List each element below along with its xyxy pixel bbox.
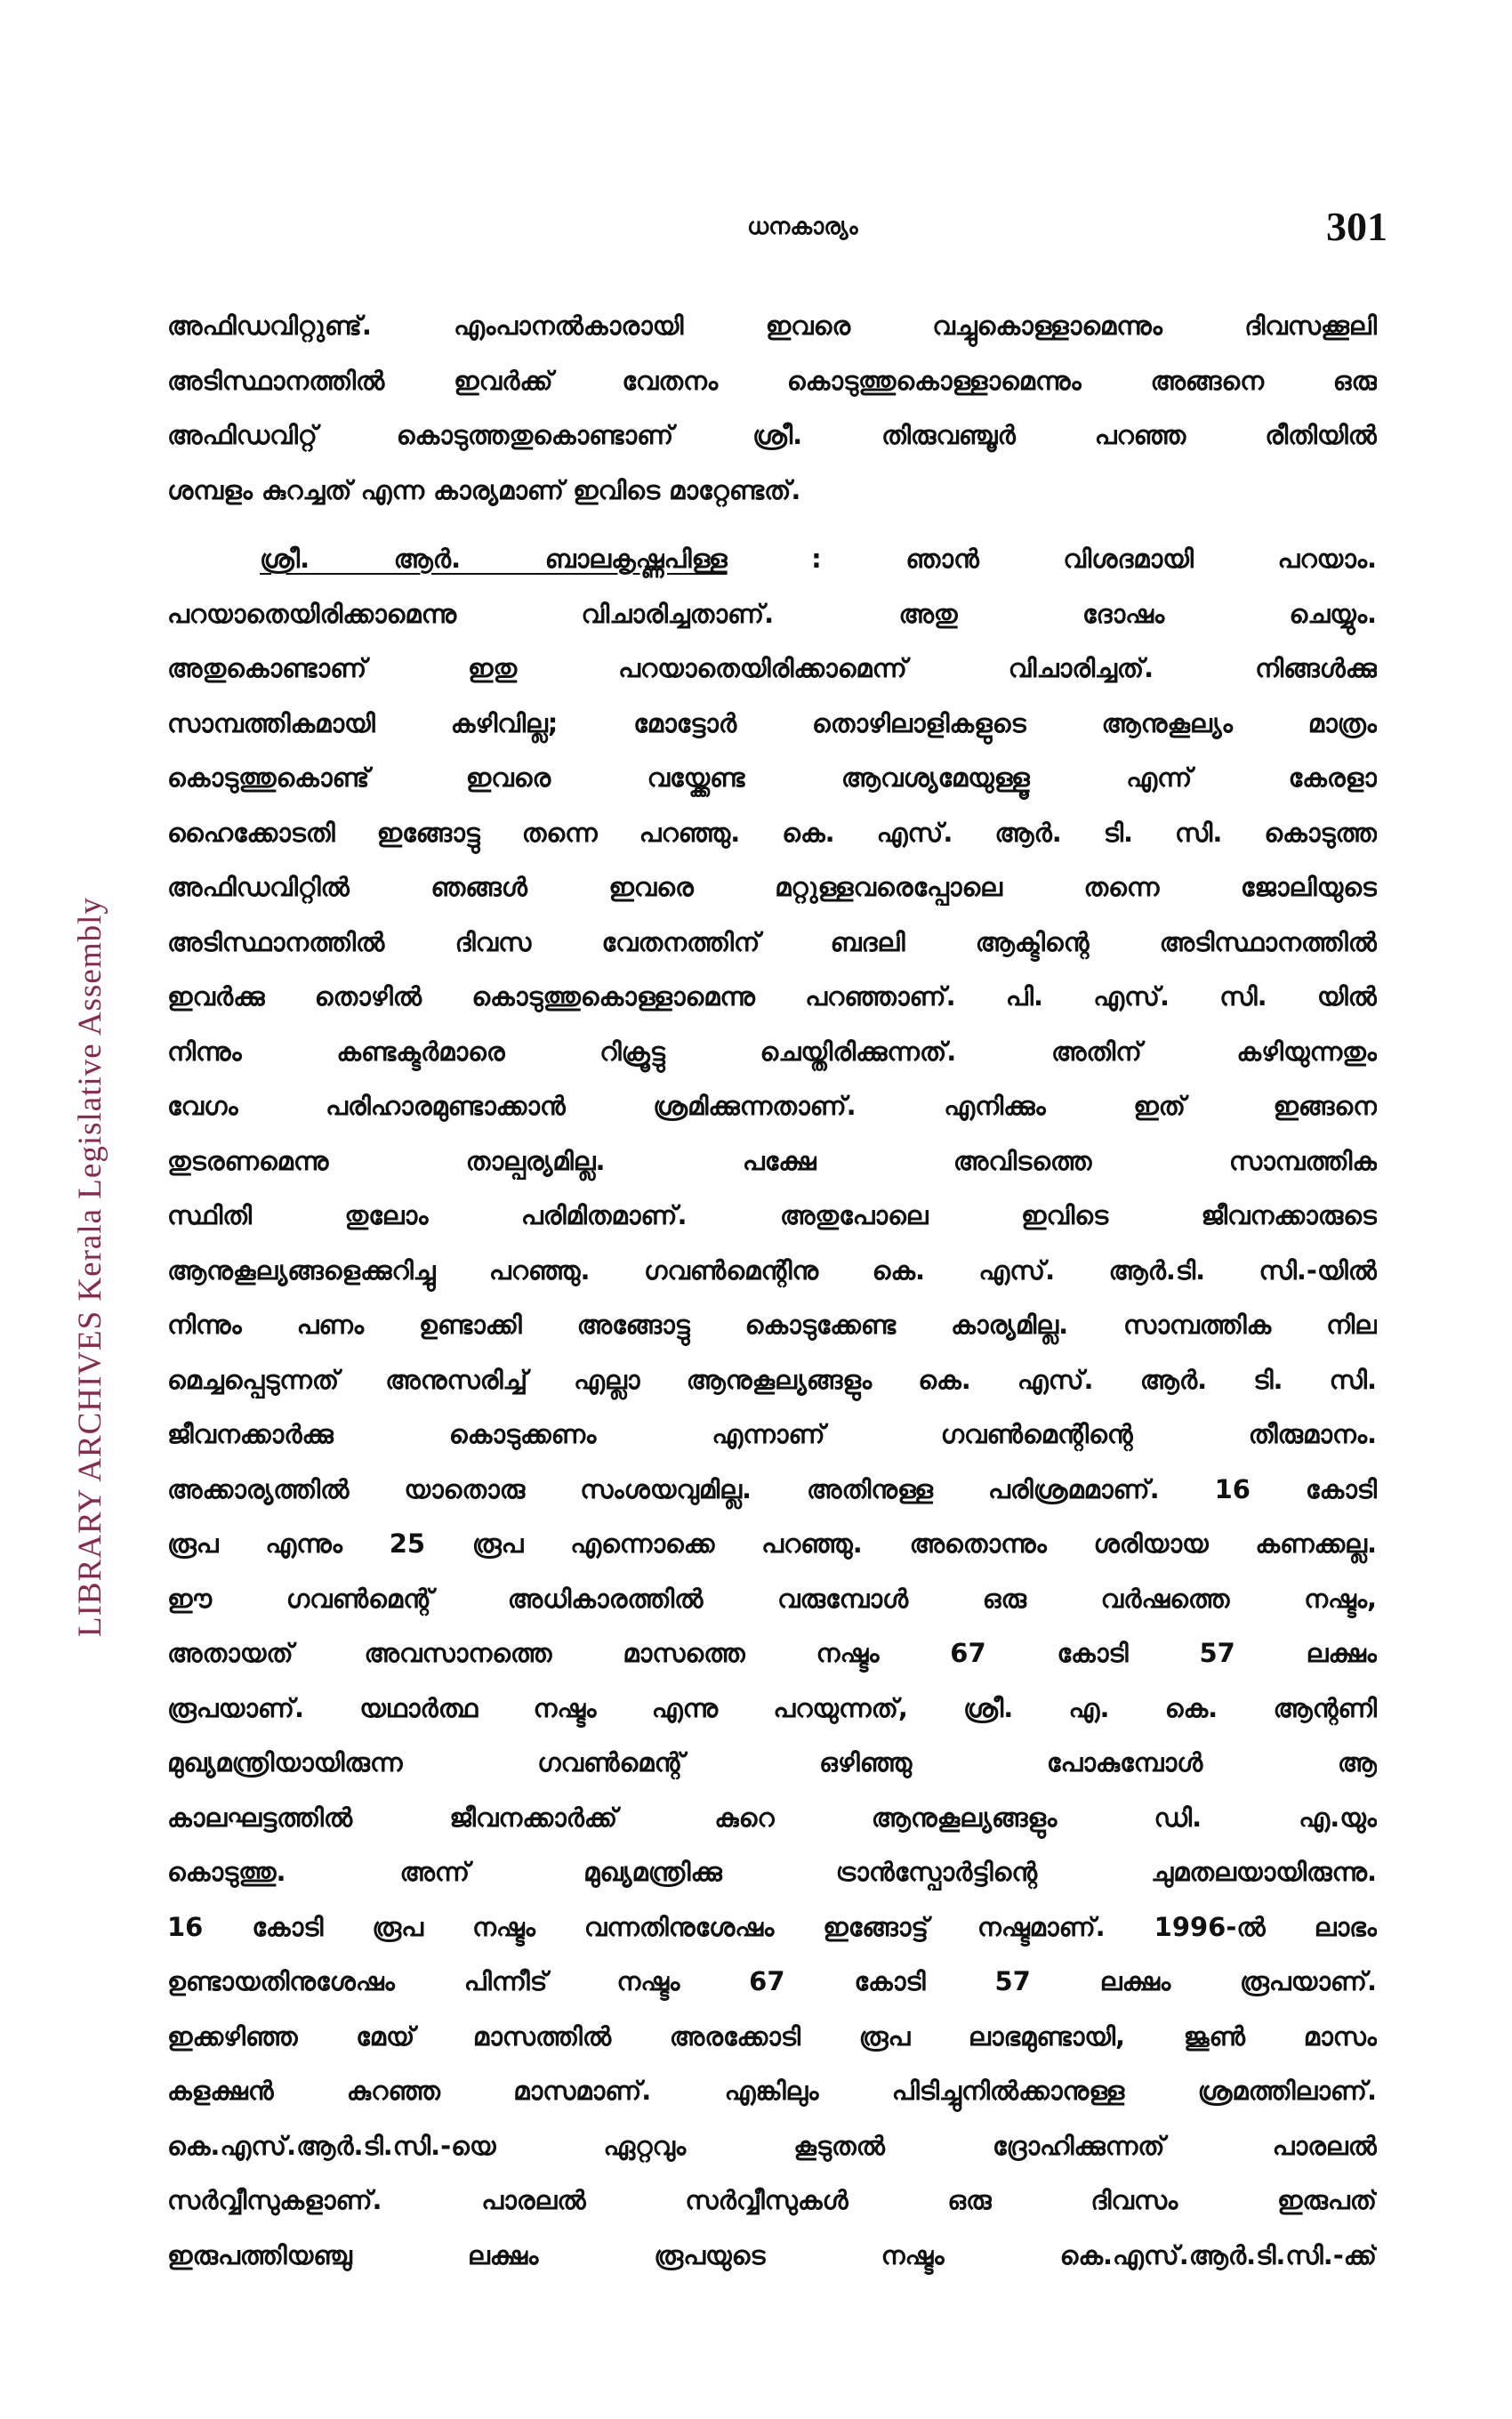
text-line: കെ.എസ്.ആർ.ടി.സി.-യെ ഏറ്റവും കൂടുതൽ ദ്രോഹിക്കുന്നത് പാരലൽ [167,2130,1377,2161]
text-line: കൊടുത്തുകൊണ്ട് ഇവരെ വയ്ക്കേണ്ട ആവശ്യമേയുള്ളൂ എന്ന് കേരളാ [167,762,1377,793]
paragraph-1 [167,299,1377,518]
text-line: ഹൈക്കോടതി ഇങ്ങോട്ടു തന്നെ പറഞ്ഞു. കെ. എസ്. ആർ. ടി. സി. കൊടുത്ത [167,817,1377,848]
archive-watermark: LIBRARY ARCHIVES Kerala Legislative Assembly [72,897,109,1637]
text-line: ഉണ്ടായതിനുശേഷം പിന്നീട് നഷ്ടം 67 കോടി 57 ലക്ഷം രൂപയാണ്. [167,1966,1377,1996]
text-line: കൊടുത്തു. അന്ന് മുഖ്യമന്ത്രിക്കു ട്രാൻസ്പോർട്ടിന്റെ ചുമതലയായിരുന്നു. [167,1857,1377,1887]
text-line: ഈ ഗവൺമെന്റ് അധികാരത്തിൽ വരുമ്പോൾ ഒരു വർഷത്തെ നഷ്ടം, [167,1583,1377,1614]
text-line: ഇരുപത്തിയഞ്ചു ലക്ഷം രൂപയുടെ നഷ്ടം കെ.എസ്.ആർ.ടി.സി.-ക്ക് [167,2239,1377,2270]
text-line: അഫിഡവിറ്റിൽ ഞങ്ങൾ ഇവരെ മറ്റുള്ളവരെപ്പോലെ തന്നെ ജോലിയുടെ [167,872,1377,902]
speaker-line [167,532,1377,587]
text-line: രൂപയാണ്. യഥാർത്ഥ നഷ്ടം എന്നു പറയുന്നത്, ശ്രീ. എ. കെ. ആന്റണി [167,1692,1377,1723]
text-line: സർവ്വീസുകളാണ്. പാരലൽ സർവ്വീസുകൾ ഒരു ദിവസം ഇരുപത് [167,2185,1377,2215]
text-line: നിന്നും കണ്ടക്ടർമാരെ റിക്രൂട്ടു ചെയ്തിരിക്കുന്നത്. അതിന് കഴിയുന്നതും [167,1036,1377,1067]
text-line: നിന്നും പണം ഉണ്ടാക്കി അങ്ങോട്ടു കൊടുക്കേണ്ട കാര്യമില്ല. സാമ്പത്തിക നില [167,1310,1377,1340]
speaker-line-rest: : ഞാൻ വിശദമായി പറയാം. [727,544,1377,574]
text-line: കാലഘട്ടത്തിൽ ജീവനക്കാർക്ക് കുറെ ആനുകൂല്യങ്ങളും ഡി. എ.യും [167,1802,1377,1833]
text-line: അക്കാര്യത്തിൽ യാതൊരു സംശയവുമില്ല. അതിനുള്ള പരിശ്രമമാണ്. 16 കോടി [167,1473,1377,1504]
text-line: ഇക്കഴിഞ്ഞ മേയ് മാസത്തിൽ അരക്കോടി രൂപ ലാഭമുണ്ടായി, ജൂൺ മാസം [167,2020,1377,2052]
text-line: അതായത് അവസാനത്തെ മാസത്തെ നഷ്ടം 67 കോടി 57 ലക്ഷം [167,1638,1377,1668]
text-line: വേഗം പരിഹാരമുണ്ടാക്കാൻ ശ്രമിക്കുന്നതാണ്. എനിക്കും ഇത് ഇങ്ങനെ [167,1091,1377,1121]
text-line: ശമ്പളം കുറച്ചത് എന്ന കാര്യമാണ് ഇവിടെ മാറ്റേണ്ടത്. [167,474,801,505]
text-line: ജീവനക്കാർക്കു കൊടുക്കണം എന്നാണ് ഗവൺമെന്റിന്റെ തീരുമാനം. [167,1419,1377,1449]
speaker-name: ശ്രീ. ആർ. ബാലകൃഷ്ണപിള്ള [260,544,728,574]
paragraph-2 [167,532,1377,2283]
text-line: മെച്ചപ്പെടുന്നത് അനുസരിച്ച് എല്ലാ ആനുകൂല്യങ്ങളും കെ. എസ്. ആർ. ടി. സി. [167,1364,1377,1395]
text-line: മുഖ്യമന്ത്രിയായിരുന്ന ഗവൺമെന്റ് ഒഴിഞ്ഞു പോകുമ്പോൾ ആ [167,1747,1377,1778]
text-line: സാമ്പത്തികമായി കഴിവില്ല; മോട്ടോർ തൊഴിലാളികളുടെ ആനുകൂല്യം മാത്രം [167,707,1377,738]
text-line: രൂപ എന്നും 25 രൂപ എന്നൊക്കെ പറഞ്ഞു. അതൊന്നും ശരിയായ കണക്കല്ല. [167,1528,1377,1559]
text-line: അഫിഡവിറ്റുണ്ട്. എംപാനൽകാരായി ഇവരെ വച്ചുകൊള്ളാമെന്നും ദിവസക്കൂലി [167,310,1377,341]
text-line: തുടരണമെന്നു താല്പര്യമില്ല. പക്ഷേ അവിടത്തെ സാമ്പത്തിക [167,1145,1377,1176]
text-line: 16 കോടി രൂപ നഷ്ടം വന്നതിനുശേഷം ഇങ്ങോട്ട് നഷ്ടമാണ്. 1996-ൽ ലാഭം [167,1911,1377,1942]
text-line: അതുകൊണ്ടാണ് ഇതു പറയാതെയിരിക്കാമെന്ന് വിചാരിച്ചത്. നിങ്ങൾക്കു [167,653,1377,683]
text-line: ആനുകൂല്യങ്ങളെക്കുറിച്ചു പറഞ്ഞു. ഗവൺമെന്റിനു കെ. എസ്. ആർ.ടി. സി.-യിൽ [167,1254,1377,1286]
text-line: അഫിഡവിറ്റ് കൊടുത്തതുകൊണ്ടാണ് ശ്രീ. തിരുവഞ്ചൂർ പറഞ്ഞ രീതിയിൽ [167,420,1377,450]
text-line: സ്ഥിതി തുലോം പരിമിതമാണ്. അതുപോലെ ഇവിടെ ജീവനക്കാരുടെ [167,1200,1377,1230]
page-number: 301 [1326,204,1387,249]
running-title: ധനകാര്യം [747,214,858,240]
text-line: ഇവർക്കു തൊഴിൽ കൊടുത്തുകൊള്ളാമെന്നു പറഞ്ഞാണ്. പി. എസ്. സി. യിൽ [167,981,1377,1012]
text-line: പറയാതെയിരിക്കാമെന്നു വിചാരിച്ചതാണ്. അതു ദോഷം ചെയ്യും. [167,598,1377,629]
text-line: കളക്ഷൻ കുറഞ്ഞ മാസമാണ്. എങ്കിലും പിടിച്ചുനിൽക്കാനുള്ള ശ്രമത്തിലാണ്. [167,2076,1377,2106]
text-line: അടിസ്ഥാനത്തിൽ ദിവസ വേതനത്തിന് ബദലി ആക്ടിന്റെ അടിസ്ഥാനത്തിൽ [167,926,1377,957]
text-line: അടിസ്ഥാനത്തിൽ ഇവർക്ക് വേതനം കൊടുത്തുകൊള്ളാമെന്നും അങ്ങനെ ഒരു [167,365,1377,396]
page-header [160,203,1387,265]
